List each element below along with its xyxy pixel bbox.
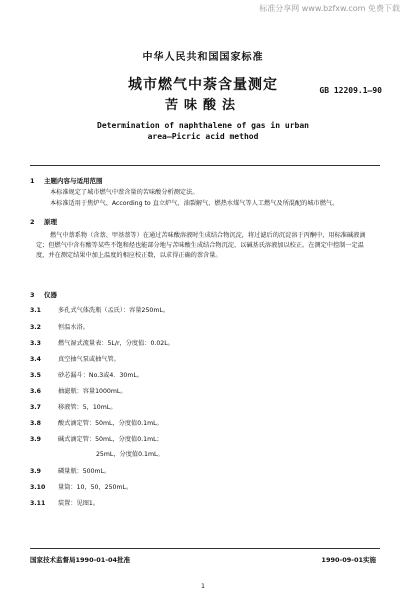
section-number: 3 xyxy=(30,291,35,299)
section-title: 主题内容与适用范围 xyxy=(44,177,103,185)
section-1-heading xyxy=(30,176,103,185)
item-text: 装置：见图1。 xyxy=(58,500,100,507)
list-item xyxy=(30,386,127,395)
item-number: 3.9 xyxy=(30,468,41,475)
item-number: 3.9 xyxy=(30,436,41,443)
list-item xyxy=(30,370,143,379)
item-text: 抽滤瓶：容量1000mL。 xyxy=(58,388,127,395)
section-2-heading xyxy=(30,217,57,226)
section-1-paragraph-2: 本标准适用于焦炉气、According to 直立炉气、油裂解气、燃热水煤气等人工燃气及所混配的城市燃气。 xyxy=(50,200,339,207)
standard-code: GB 12209.1—90 xyxy=(319,86,382,95)
english-title-line1: Determination of naphthalene of gas in urban xyxy=(97,121,309,130)
list-item xyxy=(30,322,89,331)
list-item xyxy=(30,338,174,347)
list-item xyxy=(30,482,132,491)
item-text: 真空抽气泵或抽气管。 xyxy=(58,356,120,363)
item-text: 25mL，分度值0.1mL。 xyxy=(96,451,164,458)
item-number: 3.5 xyxy=(30,372,41,379)
section-2-paragraph: 燃气中萘系物（含萘、甲基萘等）在通过苦味酸溶液时生成结合物沉淀，将过滤后的沉淀溶于丙酮中，用标准碱液滴定；但燃气中含有酸等某些不饱和烃也能部分地与苦味酸生成结合物沉淀，以碱基氏溶液加以校正。在测定中控制一定温度，并在测定结果中加上温度的相应校正数，以求得正确的萘含量。 xyxy=(36,232,366,259)
section-1-paragraph-1: 本标准规定了城市燃气中萘含量的苦味酸分析测定法。 xyxy=(50,189,199,196)
implementation-date: 1990-09-01实施 xyxy=(321,556,376,564)
title-main: 城市燃气中萘含量测定 xyxy=(128,77,278,93)
bottom-divider xyxy=(30,548,380,549)
item-text: 碱式滴定管：50mL，分度值0.1mL； xyxy=(58,436,163,443)
english-title xyxy=(0,120,406,142)
list-item xyxy=(30,434,163,443)
item-text: 量筒：10，50，250mL。 xyxy=(58,484,133,491)
item-number: 3.11 xyxy=(30,500,46,507)
item-text: 移液管：5，10mL。 xyxy=(58,404,117,411)
list-item xyxy=(30,466,110,475)
item-text: 砂芯漏斗：No.3或4．30mL。 xyxy=(58,372,143,379)
section-title: 仪器 xyxy=(44,291,57,299)
item-text: 燃气湿式流量表：5L/r，分度值：0.02L。 xyxy=(58,340,174,347)
title-method: 苦味酸法 xyxy=(164,98,241,113)
list-item xyxy=(30,305,169,314)
item-text: 多孔式气体洗瓶（孟氏）：容量250mL。 xyxy=(58,307,169,314)
item-text: 磷量瓶：500mL。 xyxy=(58,468,111,475)
approval-line: 国家技术监督局1990-01-04批准 xyxy=(30,556,131,564)
item-number: 3.7 xyxy=(30,404,41,411)
item-number: 3.1 xyxy=(30,307,41,314)
page-number: 1 xyxy=(201,583,205,590)
list-item xyxy=(30,418,163,427)
english-title-line2: area—Picric acid method xyxy=(147,132,259,141)
item-number: 3.10 xyxy=(30,484,46,491)
list-item-continuation xyxy=(96,449,164,458)
item-number: 3.3 xyxy=(30,340,41,347)
list-item xyxy=(30,498,99,507)
list-item xyxy=(30,354,120,363)
item-number: 3.4 xyxy=(30,356,41,363)
item-text: 恒温水浴。 xyxy=(58,324,89,331)
item-number: 3.2 xyxy=(30,324,41,331)
item-text: 酸式滴定管：50mL，分度值0.1mL。 xyxy=(58,420,163,427)
list-item xyxy=(30,402,116,411)
section-title: 原理 xyxy=(44,218,57,226)
national-standard-header: 中华人民共和国国家标准 xyxy=(142,52,264,63)
section-number: 2 xyxy=(30,218,35,226)
item-number: 3.6 xyxy=(30,388,41,395)
site-watermark: 标准分享网 www.bzfxw.com 免费下载 xyxy=(259,4,400,13)
item-number: 3.8 xyxy=(30,420,41,427)
section-3-heading xyxy=(30,290,57,299)
top-divider xyxy=(30,165,380,166)
section-number: 1 xyxy=(30,177,35,185)
